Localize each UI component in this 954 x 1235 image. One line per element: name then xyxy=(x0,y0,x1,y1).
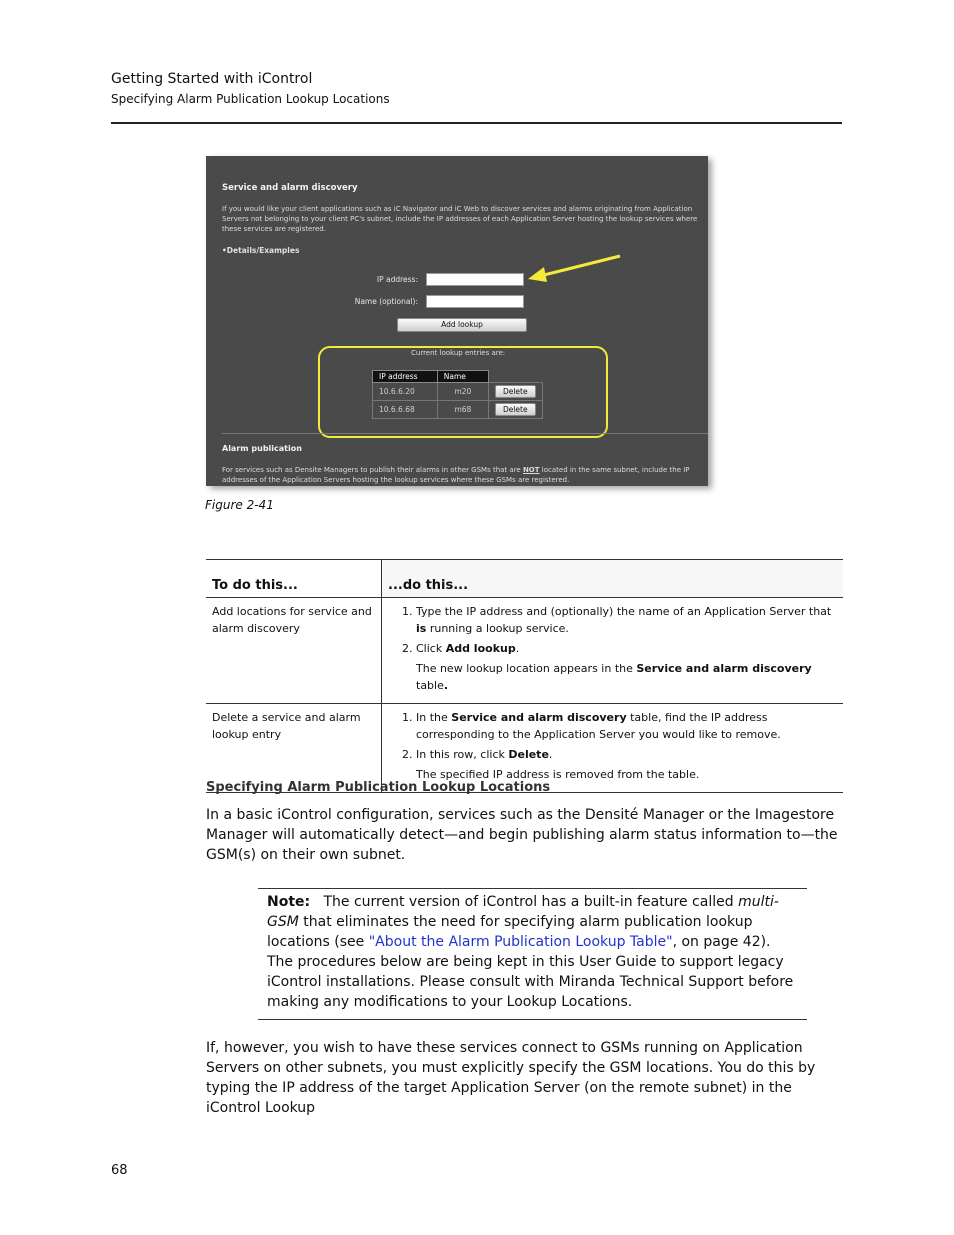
alarm-publication-description: For services such as Densite Managers to publish their alarms in other GSMs that are NOT located in the same subnet, include the IP addresses of the Application Servers hosting the lookup services where these GSMs are registered. xyxy=(222,466,690,484)
ip-address-input[interactable] xyxy=(426,273,524,286)
running-header-subtitle: Specifying Alarm Publication Lookup Locations xyxy=(111,92,390,106)
delete-button[interactable]: Delete xyxy=(495,403,536,416)
figure-section-title: Service and alarm discovery xyxy=(222,183,358,193)
note-label: Note: xyxy=(267,894,311,910)
figure-caption: Figure 2-41 xyxy=(205,498,274,512)
ip-address-label: IP address: xyxy=(376,275,418,284)
step-type-ip: 1. Type the IP address and (optionally) the name of an Application Server that is running a lookup service. xyxy=(416,603,837,637)
about-lookup-table-link[interactable]: "About the Alarm Publication Lookup Table" xyxy=(368,934,673,950)
table-row: 10.6.6.68 m68 Delete xyxy=(373,401,543,419)
procedure-table xyxy=(206,559,843,793)
table-row: 10.6.6.20 m20 Delete xyxy=(373,383,543,401)
add-lookup-button[interactable]: Add lookup xyxy=(397,318,527,332)
bullet-icon: • xyxy=(222,246,227,255)
name-input[interactable] xyxy=(426,295,524,308)
col-name: Name xyxy=(437,371,488,383)
figure-screenshot xyxy=(206,156,708,486)
note-box: Note: The current version of iControl has a built-in feature called multi-GSM that eliminates the need for specifying alarm publication lookup locations (see "About the Alarm Publication Lookup Table", on page 42). The procedures below are being kept in this User Guide to support legacy iControl installations. Please consult with Miranda Technical Support before making any modifications to your Lookup Locations. xyxy=(258,888,807,1020)
step-result: The specified IP address is removed from the table. xyxy=(416,768,700,781)
alarm-publication-title: Alarm publication xyxy=(222,444,302,453)
figure-description: If you would like your client applications such as iC Navigator and iC Web to discover services and alarms originating from Application Servers not belonging to your client PC's subnet, include the IP addresses of each Application Server hosting the lookup services where these services are registered. xyxy=(222,205,698,233)
intro-paragraph: In a basic iControl configuration, services such as the Densité Manager or the Imagestore Manager will automatically detect—and begin publishing alarm status information to—the GSM(s) on their own subnet. xyxy=(206,807,838,863)
current-entries-label: Current lookup entries are: xyxy=(411,349,506,357)
header-rule xyxy=(111,122,842,124)
delete-button[interactable]: Delete xyxy=(495,385,536,398)
running-header-title: Getting Started with iControl xyxy=(111,71,313,87)
step-click-delete: 2. In this row, click Delete. xyxy=(416,746,837,763)
col-do-this: ...do this... xyxy=(382,560,844,598)
section-heading: Specifying Alarm Publication Lookup Locations xyxy=(206,780,551,795)
details-examples-link[interactable]: •Details/Examples xyxy=(222,246,300,255)
step-find-ip: 1. In the Service and alarm discovery table, find the IP address corresponding to the Application Server you would like to remove. xyxy=(416,709,837,743)
step-result: The new lookup location appears in the Service and alarm discovery table. xyxy=(416,662,812,692)
page-number: 68 xyxy=(111,1163,128,1178)
table-row xyxy=(206,598,843,704)
name-label: Name (optional): xyxy=(354,297,418,306)
col-ip-address: IP address xyxy=(373,371,438,383)
task-delete-entry: Delete a service and alarm lookup entry xyxy=(206,704,382,793)
lookup-entries-table xyxy=(372,370,543,419)
subnet-paragraph: If, however, you wish to have these services connect to GSMs running on Application Servers on other subnets, you must explicitly specify the GSM locations. You do this by typing the IP address of the target Application Server (on the remote subnet) in the iControl Lookup xyxy=(206,1040,816,1116)
yellow-arrow-icon xyxy=(526,250,626,290)
col-to-do-this: To do this... xyxy=(206,560,382,598)
step-click-add: 2. Click Add lookup. xyxy=(416,640,837,657)
section-divider xyxy=(222,433,708,434)
task-add-locations: Add locations for service and alarm discovery xyxy=(206,598,382,704)
